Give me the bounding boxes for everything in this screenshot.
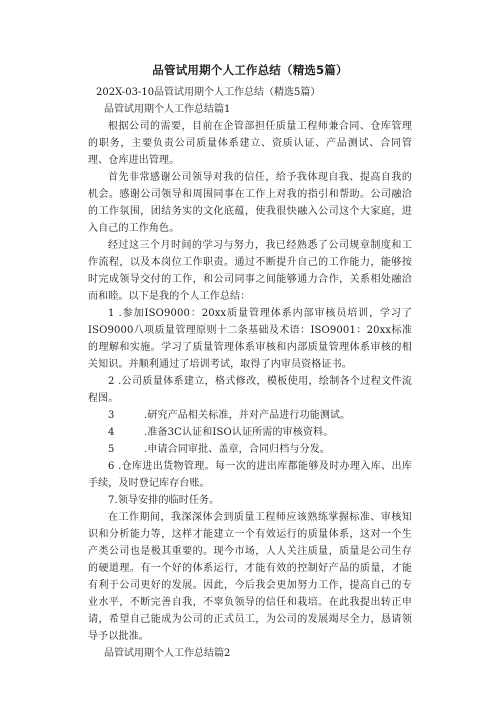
list-item-5-number: 5: [108, 444, 115, 455]
list-item-3-text: .研究产品相关标准，并对产品进行功能测试。: [144, 410, 351, 421]
list-item-5-text: .申请合同审批、盖章，合同归档与分发。: [144, 444, 331, 455]
list-item-1: 1 .参加ISO9000：20xx质量管理体系内部审核员培训，学习了ISO9000八项质量管理原则十二条基础及术语：ISO9001：20xx标准的理解和实施。学习了质量管理体系审核和内部质量管理体系审核的相关知识。并顺利通过了培训考试，取得了内审员资格证书。: [88, 308, 412, 370]
paragraph-summary-intro: 经过这三个月时间的学习与努力，我已经熟悉了公司规章制度和工作流程，以及本岗位工作职责。通过不断提升自己的工作能力，能够按时完成领导交付的工作，和公司同事之间能够通力合作，关系相处融洽而和睦。以下是我的个人工作总结：: [88, 240, 412, 302]
date-line: 202X-03-10品管试用期个人工作总结（精选5篇）: [96, 87, 321, 98]
section-heading-2: 品管试用期个人工作总结篇2: [104, 648, 231, 659]
list-item-5: [88, 441, 412, 458]
paragraph-closing: 在工作期间，我深深体会到质量工程师应该熟练掌握标准、审核知识和分析能力等，这样才能建立一个有效运行的质量体系，这对一个生产类公司也是极其重要的。现今市场，人人关注质量，质量是公司生存的硬道理。有一个好的体系运行，才能有效的控制好产品的质量，才能有利于公司更好的发展。因此，今后我会更加努力工作，提高自己的专业水平，不断完善自我，不辜负领导的信任和栽培。在此我提出转正申请，希望自己能成为公司的正式员工，为公司的发展竭尽全力，恳请领导予以批准。: [88, 512, 412, 642]
list-item-3-number: 3: [108, 410, 115, 421]
list-item-7: 7.领导安排的临时任务。: [108, 495, 220, 506]
document-title: 品管试用期个人工作总结（精选5篇）: [152, 63, 348, 77]
list-item-4-number: 4: [108, 427, 115, 438]
list-item-4-text: .准备3C认证和ISO认证所需的审核资料。: [144, 427, 334, 438]
paragraph-thanks: 首先非常感谢公司领导对我的信任，给予我体现自我、提高自我的机会。感谢公司领导和周围同事在工作上对我的指引和帮助。公司融洽的工作氛围，团结务实的文化底蕴，使我很快融入公司这个大家庭，进入自己的工作角色。: [88, 172, 412, 234]
list-item-4: [88, 424, 412, 441]
list-item-3: [88, 407, 412, 424]
list-item-6: 6 .仓库进出货物管理。每一次的进出库都能够及时办理入库、出库手续，及时登记库存台账。: [88, 461, 412, 489]
list-item-2: 2 .公司质量体系建立，格式修改，模板使用，绘制各个过程文件流程图。: [88, 376, 412, 404]
section-heading-1: 品管试用期个人工作总结篇1: [104, 104, 231, 115]
paragraph-role: 根据公司的需要，目前在企管部担任质量工程师兼合同、仓库管理的职务，主要负责公司质量体系建立、资质认证、产品测试、合同管理、仓库进出管理。: [88, 121, 412, 166]
